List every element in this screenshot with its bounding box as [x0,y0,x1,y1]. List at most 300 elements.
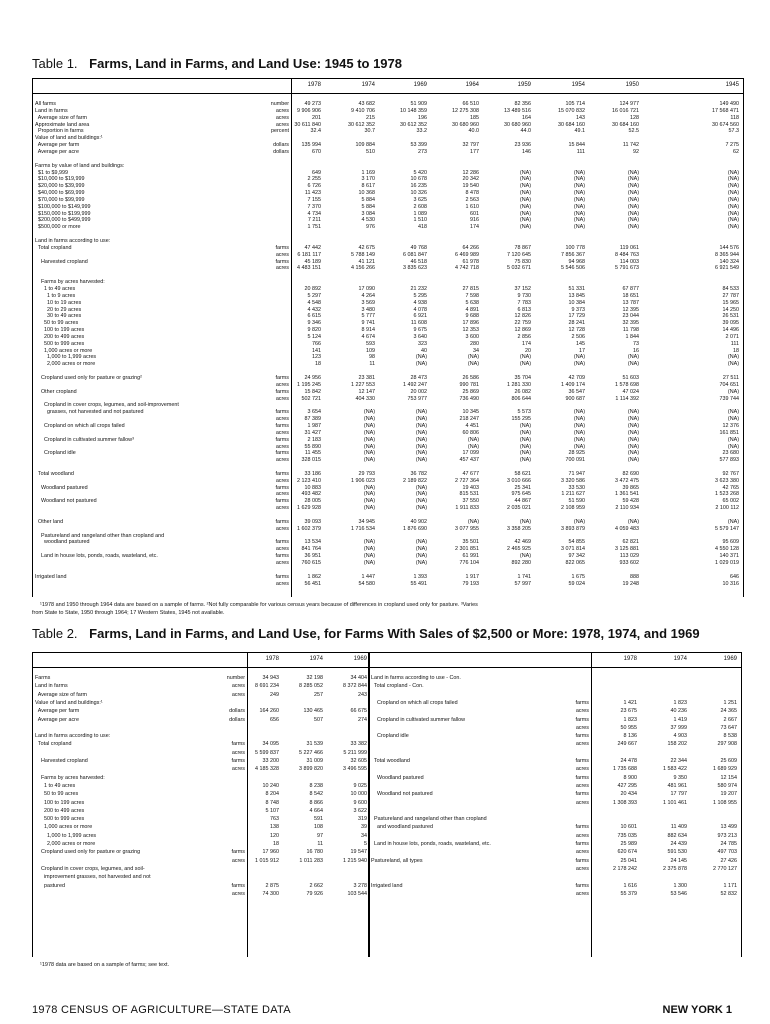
table-cell: 30 684 160 [612,121,639,128]
table-row [33,883,369,890]
row-label: 200 to 499 acres [35,807,85,814]
table-cell: 1 419 [673,716,687,723]
table1-label: Table 1. [32,56,78,71]
row-label: 100 to 199 acres [35,799,85,806]
table-cell: 620 674 [617,849,637,856]
table-cell: 143 [576,114,585,121]
table-row [33,800,369,807]
row-unit: farms [275,573,289,580]
table-cell: (NA) [573,354,585,361]
table-row [369,700,741,707]
table-cell: (NA) [727,388,739,395]
table-row [33,708,369,715]
row-unit: acres [231,683,245,690]
table-row [369,775,741,782]
table-cell: 25 341 [514,484,531,491]
table-cell: 29 793 [358,470,375,477]
table-cell: 1 089 [413,210,427,217]
table-cell: 28 925 [568,450,585,457]
table-cell: (NA) [415,559,427,566]
table-cell: 1 987 [307,422,321,429]
table-cell: 3 623 380 [715,477,739,484]
row-label: Cropland in cover crops, legumes, and soil-improvement [35,402,179,409]
row-unit: acres [275,114,289,121]
table-cell: 30 680 960 [452,121,479,128]
table-cell: 62 [733,148,739,155]
table-cell: 4 903 [673,733,687,740]
table-cell: (NA) [467,436,479,443]
table-cell: 933 602 [619,559,639,566]
table-cell: 57.3 [728,128,739,135]
table-cell: 54 580 [358,580,375,587]
year-header: 1964 [465,82,479,88]
table-cell: 4 451 [465,422,479,429]
table-cell: 24 478 [620,758,637,764]
table-cell: 3 569 [361,299,375,306]
table-cell: (NA) [727,203,739,210]
table-cell: 1 101 461 [663,799,687,806]
table-cell: 5 211 999 [343,749,367,756]
table-row [369,849,741,856]
table-cell: 92 [633,148,639,155]
row-label: Other cropland [35,388,77,395]
table-cell: 1 741 [517,573,531,580]
table-cell: 98 [369,354,375,361]
table-cell: (NA) [727,176,739,183]
table-cell: 32 198 [306,675,323,681]
table-cell: 44.0 [520,128,531,135]
table-cell: 7 783 [517,299,531,306]
table-cell: 47 442 [304,244,321,251]
table-cell: 5 788 149 [351,251,375,258]
table-cell: 9 346 [307,320,321,327]
table-cell: (NA) [363,559,375,566]
table-cell: 646 [730,573,739,580]
table-cell: 58 621 [514,470,531,477]
table-cell: 1 610 [465,203,479,210]
table-cell: 736 490 [459,395,479,402]
table-cell: (NA) [415,498,427,505]
table-cell: (NA) [519,224,531,231]
table-cell: 20 002 [410,388,427,395]
table-cell: 31 539 [306,741,323,748]
row-label: Total cropland - Con. [371,683,424,690]
table-cell: 87 389 [304,416,321,423]
row-label: Land in house lots, ponds, roads, wasteland, etc. [35,553,158,560]
row-label: 1 to 9 acres [35,292,76,299]
table-cell: 16 016 721 [612,107,639,114]
table-cell: 66 510 [462,101,479,107]
table-cell: 23 044 [622,313,639,320]
table-row [33,766,369,773]
table-cell: (NA) [627,443,639,450]
table-cell: (NA) [415,429,427,436]
table-cell: 17 797 [670,791,687,798]
table-cell: 25 609 [720,758,737,764]
table-cell: 13 489 516 [504,107,531,114]
table-row [33,866,369,873]
table-cell: (NA) [363,491,375,498]
row-label: 200 to 499 acres [35,333,85,340]
table-cell: 3 010 666 [507,477,531,484]
table-cell: 30 684 160 [558,121,585,128]
row-unit: acres [275,107,289,114]
table-cell: 111 [576,148,585,155]
table-cell: 12 376 [722,422,739,429]
table-cell: 11 798 [622,327,639,334]
table-row [369,866,741,873]
table-cell: (NA) [573,196,585,203]
table-cell: 4 078 [413,306,427,313]
table-row [33,874,369,881]
table-cell: 49 768 [410,244,427,251]
table-cell: 3 835 623 [403,265,427,272]
row-label: Irrigated land [35,573,67,580]
table-row [369,683,741,690]
row-unit: farms [275,388,289,395]
table-cell: 9 675 [413,327,427,334]
row-label: Cropland used only for pasture or grazing [35,849,141,856]
table-cell: 10 883 [304,484,321,491]
table-cell: 1 211 627 [561,491,585,498]
table-cell: 5 573 [517,409,531,416]
row-label: $100,000 to $149,999 [35,203,91,210]
table-cell: (NA) [573,169,585,176]
table-row [369,717,741,724]
row-unit: farms [231,849,245,856]
table-cell: 158 202 [667,741,687,748]
table-cell: 1 447 [361,573,375,580]
table-cell: 78 867 [514,244,531,251]
row-label: Total woodland [371,758,410,764]
table-cell: (NA) [727,217,739,224]
table-cell: 84 533 [722,285,739,292]
table-cell: 1 523 268 [715,491,739,498]
table-cell: 42 765 [722,484,739,491]
row-label: Farms by acres harvested: [35,279,105,286]
table-cell: 1 251 [723,699,737,706]
table-cell: 135 994 [301,142,321,149]
row-unit: acres [275,381,289,388]
table-cell: (NA) [627,354,639,361]
year-header-row [33,79,743,94]
table-cell: 2 727 364 [455,477,479,484]
table-cell: (NA) [727,443,739,450]
table-cell: 882 634 [667,832,687,839]
table-cell: 215 [366,114,375,121]
year-header: 1969 [723,656,737,662]
row-label: Value of land and buildings:¹ [35,699,103,706]
row-unit: farms [275,409,289,416]
table-cell: (NA) [363,457,375,464]
table-cell: 13 845 [568,292,585,299]
table-row [33,816,369,823]
row-unit: acres [575,708,589,715]
table-cell: 35 501 [462,539,479,546]
table-cell: 51 909 [410,101,427,107]
table-cell: 8 866 [309,799,323,806]
table-cell: 33 530 [568,484,585,491]
table-cell: 30.7 [364,128,375,135]
row-unit: acres [575,766,589,773]
table-cell: 9 730 [517,292,531,299]
table-cell: 10 678 [410,176,427,183]
row-label: Total woodland [35,470,74,477]
table-cell: 34 943 [262,675,279,681]
row-label: Average per farm [35,708,80,715]
row-label: Land in farms according to use: [35,238,111,244]
table-cell: 36 951 [304,553,321,560]
table-cell: 149 490 [719,101,739,107]
table-cell: 100 778 [565,244,585,251]
table-cell: 481 961 [667,782,687,789]
row-unit: farms [575,699,589,706]
table-cell: 1 735 688 [613,766,637,773]
table2-right [368,652,742,957]
year-header: 1978 [265,656,279,662]
table-cell: 3 320 586 [561,477,585,484]
row-unit: farms [231,741,245,748]
table-cell: 6 081 847 [403,251,427,258]
table-cell: 4 059 483 [615,525,639,532]
row-label: Farms by acres harvested: [35,774,105,781]
table1-title-text: Farms, Land in Farms, and Land Use: 1945 to 1978 [89,56,402,71]
row-label: 1 to 49 acres [35,782,76,789]
table-cell: 9 600 [353,799,367,806]
table-cell: 2 465 925 [507,546,531,553]
table-cell: 10 601 [620,824,637,831]
table-cell: 601 [470,210,479,217]
row-label: Pastureland and rangeland other than cropland and [35,532,165,539]
table-cell: 1 716 534 [351,525,375,532]
table-cell: 65 002 [722,498,739,505]
row-label: 1,000 to 1,999 acres [35,832,97,839]
row-unit: number [226,675,245,681]
row-unit: acres [575,832,589,839]
table2-left [32,652,370,957]
table-cell: 577 893 [719,457,739,464]
table-cell: 109 [366,347,375,354]
row-unit: farms [575,882,589,889]
table-cell: 15 070 832 [558,107,585,114]
table-cell: 201 [312,114,321,121]
table-cell: 4 674 [361,333,375,340]
table-cell: 1 583 422 [663,766,687,773]
table-cell: 51 590 [568,498,585,505]
table-cell: 7 598 [465,292,479,299]
table-cell: 12 154 [720,774,737,781]
table-cell: 32 797 [462,142,479,149]
table-cell: 32.4 [310,128,321,135]
row-label: Harvested cropland [35,758,88,764]
table-cell: 50 955 [620,724,637,731]
table-cell: 5 599 837 [255,749,279,756]
table-row [369,783,741,790]
table-cell: 1 844 [625,333,639,340]
table-cell: 6 921 549 [715,265,739,272]
table-cell: 8 900 [623,774,637,781]
table-cell: 10 326 [410,190,427,197]
row-unit: farms [275,518,289,525]
row-unit: acres [231,890,245,897]
table-cell: 1 171 [723,882,737,889]
row-label: All farms [35,101,56,107]
table-cell: 1 906 023 [351,477,375,484]
table-cell: 82 690 [622,470,639,477]
table-cell: 10 345 [462,409,479,416]
table-cell: 5 107 [265,807,279,814]
table-cell: 30 612 352 [400,121,427,128]
table-cell: 656 [270,716,279,723]
table-cell: 328 015 [301,457,321,464]
table-cell: (NA) [519,361,531,368]
table-cell: 2 662 [309,882,323,889]
table-cell: 975 645 [511,491,531,498]
table-cell: 6 181 117 [297,251,321,258]
table-cell: (NA) [573,190,585,197]
table-cell: 61 991 [462,553,479,560]
table-cell: (NA) [627,416,639,423]
year-header: 1974 [361,82,375,88]
table-cell: 739 744 [719,395,739,402]
table-cell: 822 065 [565,559,585,566]
table-cell: 37 999 [670,724,687,731]
row-label: Average per acre [35,148,79,155]
table-cell: 10 384 [568,299,585,306]
table-cell: 3 899 820 [299,766,323,773]
table-cell: (NA) [363,429,375,436]
row-label: 2,000 acres or more [35,361,96,368]
row-unit: acres [275,477,289,484]
table-cell: (NA) [519,553,531,560]
table-cell: (NA) [519,443,531,450]
table-cell: (NA) [467,361,479,368]
row-unit: dollars [229,716,245,723]
table-cell: 580 974 [717,782,737,789]
table-cell: 39 865 [622,484,639,491]
row-label: Other land [35,518,64,525]
row-unit: farms [575,758,589,764]
table-cell: (NA) [519,210,531,217]
row-label: $10,000 to $19,999 [35,176,85,183]
table-cell: (NA) [627,183,639,190]
row-unit: farms [275,539,289,546]
table-cell: 1 917 [465,573,479,580]
table-cell: 763 [270,816,279,823]
table-cell: 16 [633,347,639,354]
row-label: Value of land and buildings:¹ [35,135,103,142]
table-cell: 2 875 [265,882,279,889]
table-cell: 118 [730,114,739,121]
row-unit: acres [575,849,589,856]
table-cell: 9 410 706 [351,107,375,114]
table-cell: 73 [633,340,639,347]
table-cell: (NA) [415,546,427,553]
table-cell: 892 280 [511,559,531,566]
table-cell: 8 238 [309,782,323,789]
table-cell: 30 611 840 [294,121,321,128]
row-label: Total cropland [35,741,72,748]
table-cell: 3 654 [307,409,321,416]
table-cell: 40.0 [468,128,479,135]
table-cell: 3 278 [353,882,367,889]
table-cell: 3 170 [361,176,375,183]
table-cell: 1 675 [571,573,585,580]
table-cell: 4 664 [309,807,323,814]
table-cell: 12 826 [514,313,531,320]
table-cell: (NA) [627,436,639,443]
row-unit: acres [575,865,589,872]
row-label: Average per acre [35,716,79,723]
table-cell: (NA) [363,484,375,491]
table-cell: (NA) [727,196,739,203]
table-cell: 7 120 645 [507,251,531,258]
table-cell: 4 432 [307,306,321,313]
table-cell: (NA) [415,436,427,443]
table-cell: 218 247 [459,416,479,423]
row-label: Farms by value of land and buildings: [35,162,125,169]
table-cell: 10 368 [358,190,375,197]
row-unit: acres [231,749,245,756]
table-cell: 185 [470,114,479,121]
table-cell: 427 295 [617,782,637,789]
row-label: Farms [35,675,51,681]
table-cell: 8 372 844 [343,683,367,690]
table-cell: (NA) [363,409,375,416]
table-cell: 59 024 [568,580,585,587]
table-cell: (NA) [573,361,585,368]
table-cell: 33.2 [416,128,427,135]
row-unit: farms [275,258,289,265]
table-cell: 2 110 934 [615,505,639,512]
row-unit: acres [275,491,289,498]
table-cell: 20 342 [462,176,479,183]
table-cell: 23 675 [620,708,637,715]
row-unit: farms [231,882,245,889]
table-cell: 1 689 929 [713,766,737,773]
table-cell: 4 185 328 [255,766,279,773]
row-label: Cropland in cultivated summer fallow [371,716,466,723]
table-cell: 1 862 [307,573,321,580]
table-cell: (NA) [727,361,739,368]
table-cell: 1 876 690 [403,525,427,532]
table-cell: 49.1 [574,128,585,135]
row-unit: farms [575,824,589,831]
table-cell: 27 511 [722,375,739,381]
table-row [369,800,741,807]
table-cell: 92 767 [722,470,739,477]
table-cell: 2 856 [517,333,531,340]
table-cell: 39 [361,824,367,831]
table-cell: 51 603 [622,375,639,381]
table-cell: 24 439 [670,841,687,847]
table-row [369,758,741,765]
table-cell: 1 195 245 [297,381,321,388]
table-cell: 45 189 [304,258,321,265]
row-label: pastured [35,882,65,889]
table-cell: 27 787 [722,292,739,299]
table-cell: 323 [418,340,427,347]
row-label: Cropland on which all crops failed [35,422,125,429]
table-row [369,766,741,773]
table-cell: (NA) [573,217,585,224]
table-cell: (NA) [415,450,427,457]
table-cell: 145 [576,340,585,347]
table-cell: 1 629 928 [297,505,321,512]
table-row [369,750,741,757]
table-cell: 17 090 [358,285,375,292]
table-cell: 19 403 [462,484,479,491]
